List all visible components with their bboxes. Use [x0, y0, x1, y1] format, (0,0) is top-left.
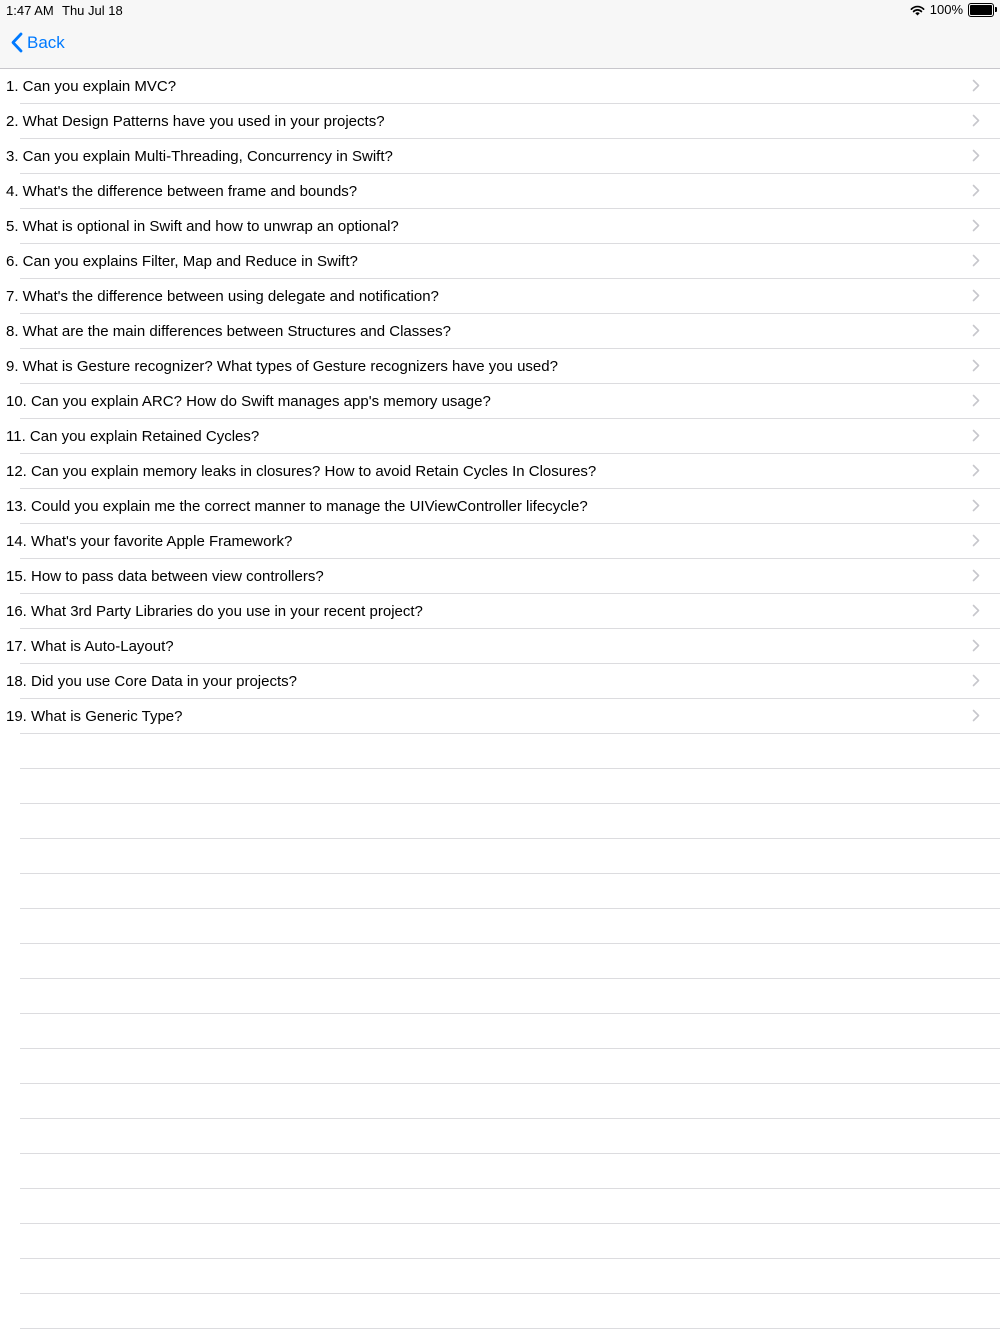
battery-percent: 100%: [929, 2, 963, 17]
question-row[interactable]: [0, 664, 1000, 699]
question-row[interactable]: [0, 104, 1000, 139]
empty-row: [0, 979, 1000, 1014]
wifi-icon: [910, 4, 925, 16]
question-label: 10. Can you explain ARC? How do Swift manages app's memory usage?: [6, 393, 491, 410]
question-row[interactable]: [0, 314, 1000, 349]
question-list: [0, 69, 1000, 1329]
chevron-right-icon: [972, 534, 980, 547]
question-label: 3. Can you explain Multi-Threading, Concurrency in Swift?: [6, 148, 393, 165]
question-label: 14. What's your favorite Apple Framework?: [6, 533, 293, 550]
empty-row: [0, 909, 1000, 944]
empty-row: [0, 1014, 1000, 1049]
chevron-right-icon: [972, 394, 980, 407]
chevron-right-icon: [972, 709, 980, 722]
empty-row: [0, 1294, 1000, 1329]
empty-row: [0, 1189, 1000, 1224]
chevron-right-icon: [972, 499, 980, 512]
question-label: 9. What is Gesture recognizer? What types of Gesture recognizers have you used?: [6, 358, 558, 375]
question-row[interactable]: [0, 69, 1000, 104]
question-label: 15. How to pass data between view controllers?: [6, 568, 324, 585]
question-row[interactable]: [0, 279, 1000, 314]
chevron-right-icon: [972, 254, 980, 267]
status-time: 1:47 AM: [6, 3, 54, 18]
question-row[interactable]: [0, 629, 1000, 664]
question-label: 6. Can you explains Filter, Map and Reduce in Swift?: [6, 253, 358, 270]
battery-fill: [970, 5, 992, 15]
chevron-right-icon: [972, 429, 980, 442]
empty-row: [0, 1049, 1000, 1084]
chevron-right-icon: [972, 79, 980, 92]
question-label: 7. What's the difference between using delegate and notification?: [6, 288, 439, 305]
empty-row: [0, 1084, 1000, 1119]
chevron-left-icon: [10, 32, 23, 53]
question-label: 5. What is optional in Swift and how to unwrap an optional?: [6, 218, 399, 235]
question-row[interactable]: [0, 524, 1000, 559]
status-date: Thu Jul 18: [62, 3, 123, 18]
chevron-right-icon: [972, 639, 980, 652]
empty-row: [0, 769, 1000, 804]
navigation-bar: [0, 20, 1000, 69]
chevron-right-icon: [972, 219, 980, 232]
question-row[interactable]: [0, 139, 1000, 174]
question-label: 16. What 3rd Party Libraries do you use in your recent project?: [6, 603, 423, 620]
empty-row: [0, 734, 1000, 769]
empty-row: [0, 1154, 1000, 1189]
question-label: 8. What are the main differences between Structures and Classes?: [6, 323, 451, 340]
chevron-right-icon: [972, 114, 980, 127]
empty-row: [0, 804, 1000, 839]
question-row[interactable]: [0, 244, 1000, 279]
empty-row: [0, 874, 1000, 909]
question-label: 18. Did you use Core Data in your projects?: [6, 673, 297, 690]
chevron-right-icon: [972, 464, 980, 477]
question-label: 12. Can you explain memory leaks in closures? How to avoid Retain Cycles In Closures?: [6, 463, 597, 480]
question-row[interactable]: [0, 384, 1000, 419]
status-right: [910, 2, 994, 17]
question-label: 11. Can you explain Retained Cycles?: [6, 428, 260, 445]
question-row[interactable]: [0, 594, 1000, 629]
question-row[interactable]: [0, 454, 1000, 489]
question-row[interactable]: [0, 419, 1000, 454]
chevron-right-icon: [972, 359, 980, 372]
chevron-right-icon: [972, 289, 980, 302]
question-row[interactable]: [0, 174, 1000, 209]
question-label: 2. What Design Patterns have you used in your projects?: [6, 113, 385, 130]
back-label: Back: [27, 32, 65, 52]
question-label: 4. What's the difference between frame and bounds?: [6, 183, 358, 200]
chevron-right-icon: [972, 604, 980, 617]
battery-icon: [968, 3, 994, 17]
question-label: 19. What is Generic Type?: [6, 708, 183, 725]
empty-row: [0, 944, 1000, 979]
empty-row: [0, 1224, 1000, 1259]
chevron-right-icon: [972, 324, 980, 337]
question-row[interactable]: [0, 349, 1000, 384]
question-row[interactable]: [0, 489, 1000, 524]
empty-row: [0, 1259, 1000, 1294]
question-label: 17. What is Auto-Layout?: [6, 638, 174, 655]
chevron-right-icon: [972, 149, 980, 162]
chevron-right-icon: [972, 674, 980, 687]
empty-row: [0, 1119, 1000, 1154]
question-row[interactable]: [0, 559, 1000, 594]
chevron-right-icon: [972, 569, 980, 582]
status-bar: [0, 0, 1000, 20]
question-label: 13. Could you explain me the correct manner to manage the UIViewController lifecycle?: [6, 498, 588, 515]
question-label: 1. Can you explain MVC?: [6, 78, 177, 95]
question-row[interactable]: [0, 699, 1000, 734]
chevron-right-icon: [972, 184, 980, 197]
back-button[interactable]: [10, 32, 65, 53]
question-row[interactable]: [0, 209, 1000, 244]
empty-row: [0, 839, 1000, 874]
